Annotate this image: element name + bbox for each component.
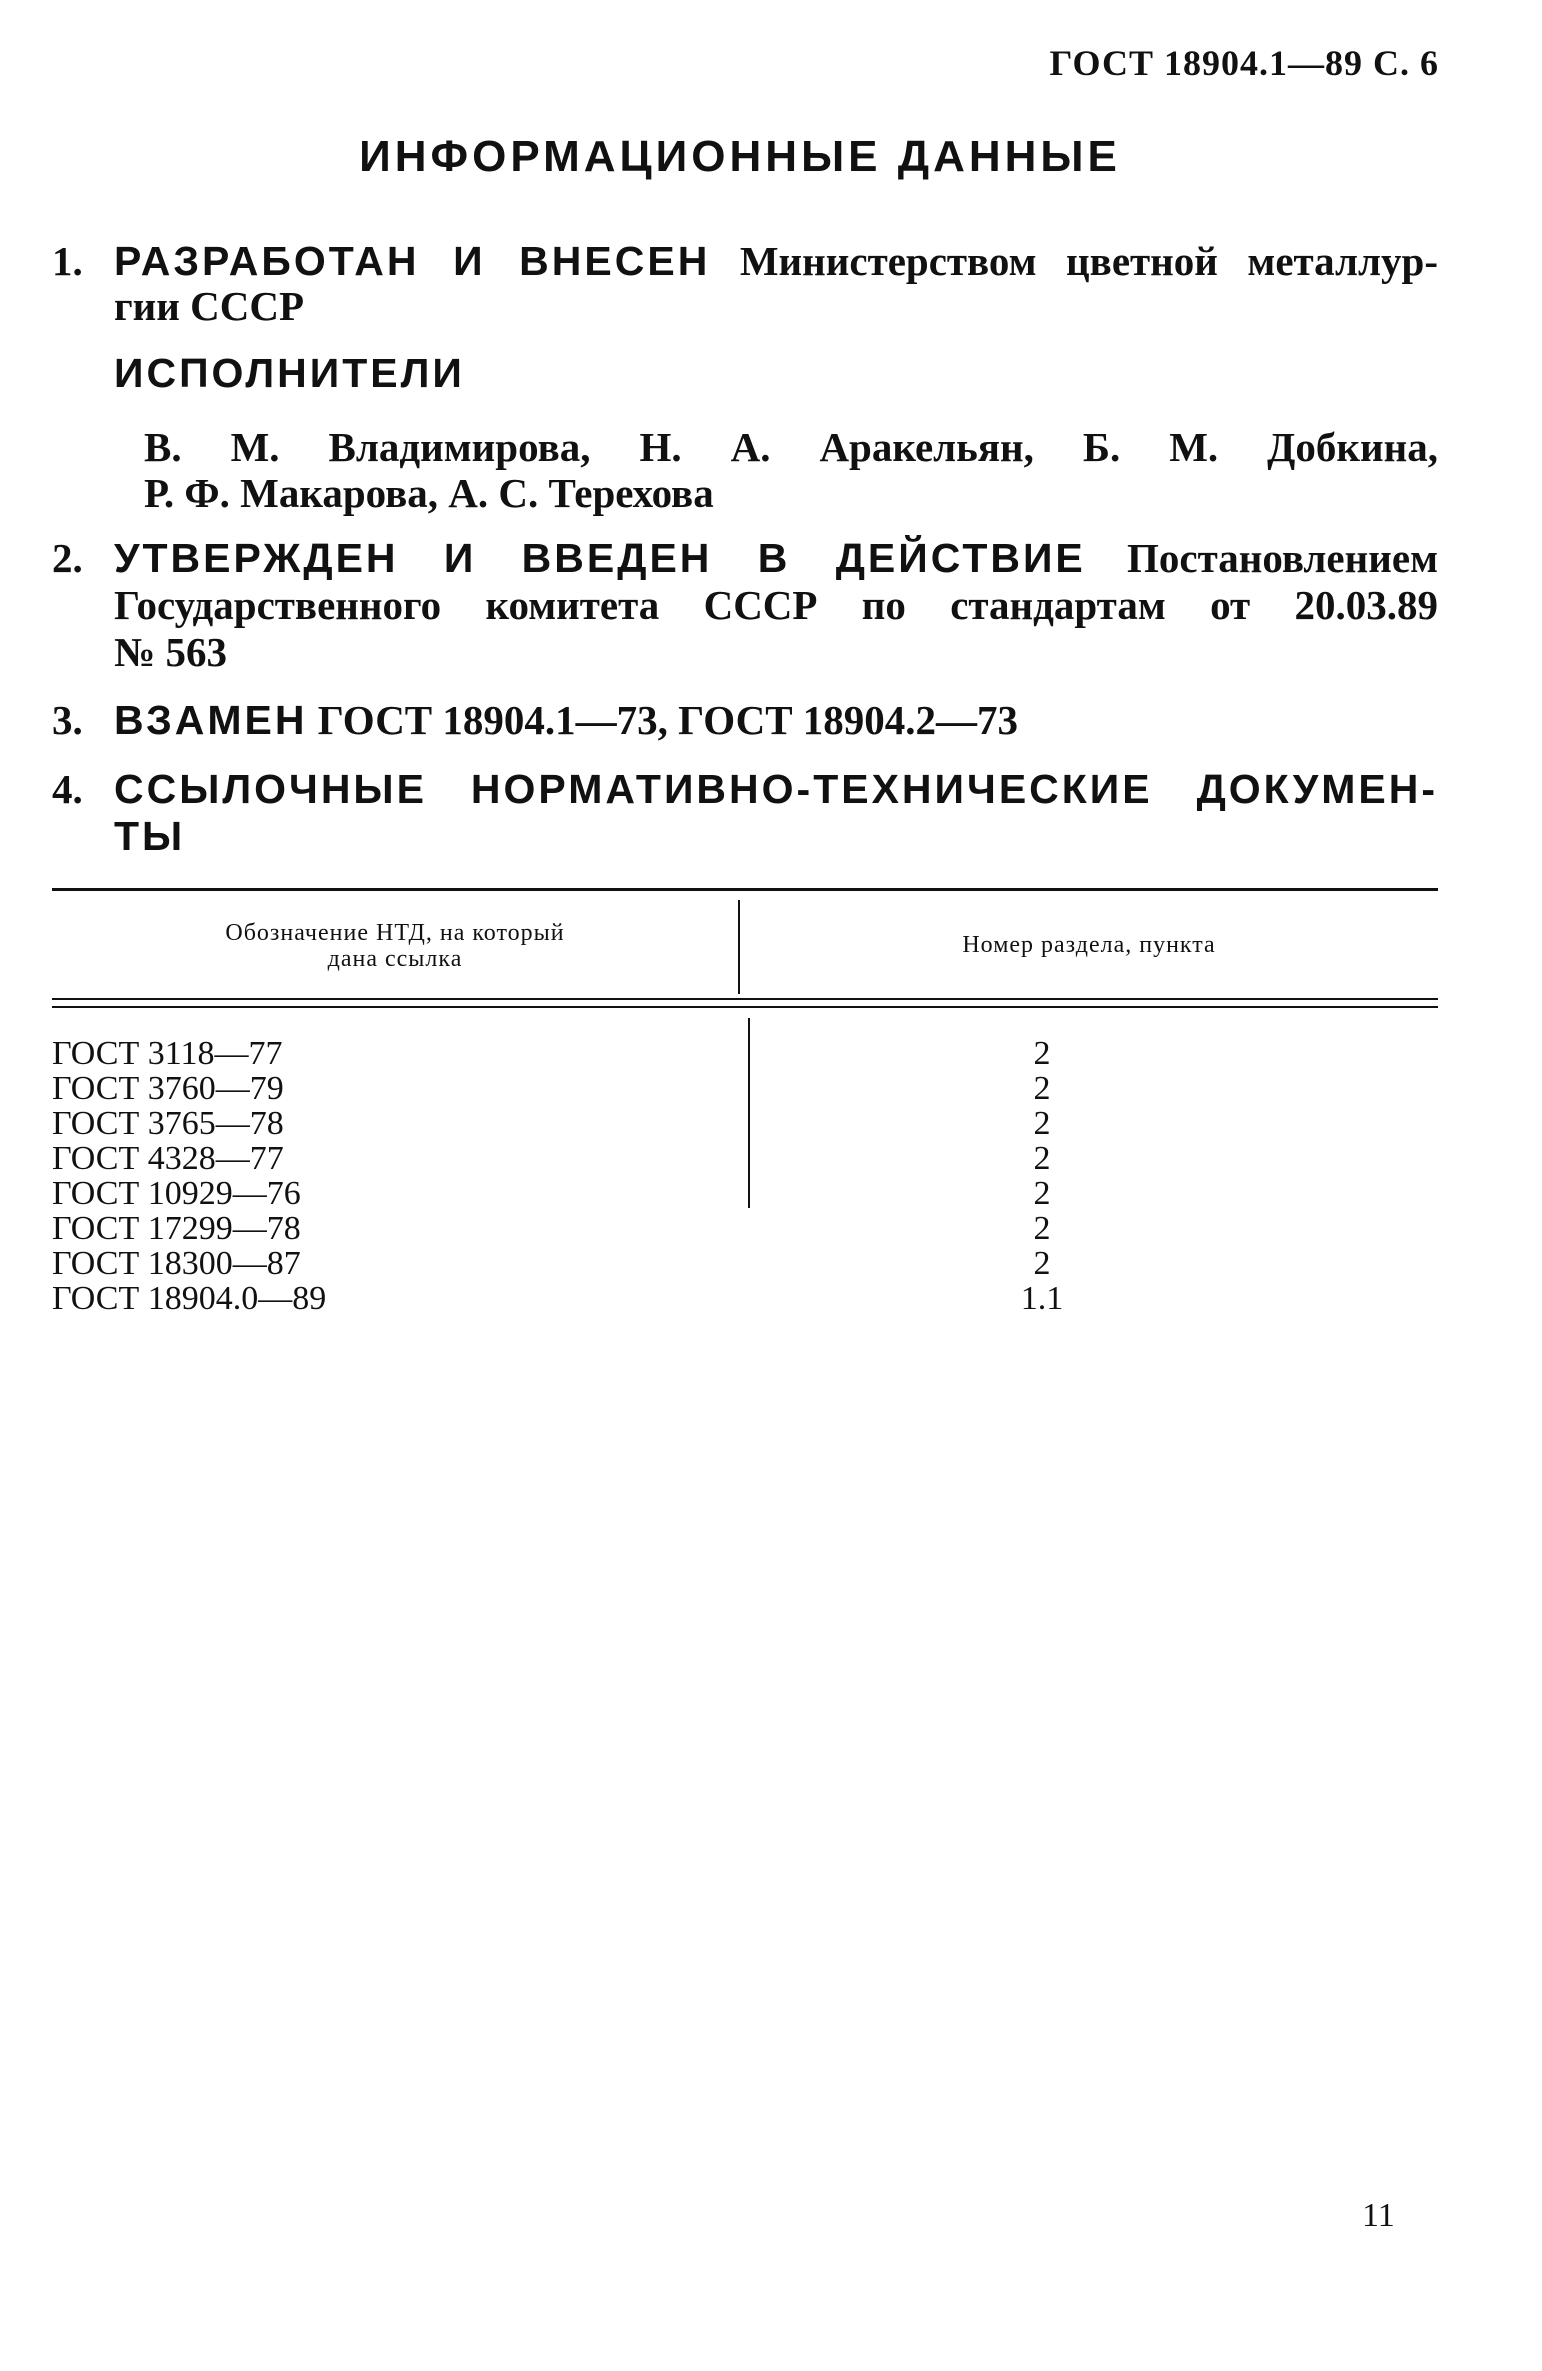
table-row	[52, 1211, 1438, 1246]
item-2-number: 2.	[52, 535, 83, 581]
row-section: 2	[1033, 1070, 1051, 1107]
row-section: 2	[1033, 1175, 1051, 1212]
item-1-caps: РАЗРАБОТАН И ВНЕСЕН	[114, 238, 711, 284]
row-section: 2	[1033, 1035, 1051, 1072]
item-2	[52, 535, 1438, 676]
row-doc: ГОСТ 3118—77	[52, 1035, 283, 1072]
page-title: ИНФОРМАЦИОННЫЕ ДАННЫЕ	[359, 132, 1121, 181]
item-1-line-2: гии СССР	[114, 283, 304, 329]
row-doc: ГОСТ 18904.0—89	[52, 1280, 327, 1317]
row-doc: ГОСТ 4328—77	[52, 1140, 284, 1177]
item-1-line-1	[114, 238, 1438, 285]
row-section: 2	[1033, 1210, 1051, 1247]
item-3	[52, 697, 1438, 744]
table-row	[52, 1071, 1438, 1106]
item-3-text: ГОСТ 18904.1—73, ГОСТ 18904.2—73	[317, 697, 1019, 743]
table-top-rule	[52, 888, 1438, 891]
item-4-number: 4.	[52, 766, 83, 812]
table-header-rule-1	[52, 998, 1438, 1000]
row-section: 2	[1033, 1105, 1051, 1142]
item-3-caps: ВЗАМЕН	[114, 697, 308, 743]
item-2-line-1-text: Постановлением	[1127, 535, 1439, 581]
table-header-designation-line-1: Обозначение НТД, на который	[225, 920, 565, 946]
item-1-line-1-text: Министерством цветной металлур-	[739, 238, 1438, 284]
row-section: 2	[1033, 1245, 1051, 1282]
table-header-designation	[52, 920, 738, 972]
row-section: 1.1	[1020, 1280, 1064, 1317]
row-doc: ГОСТ 10929—76	[52, 1175, 301, 1212]
page-number: 11	[1362, 2197, 1395, 2234]
item-2-line-3: № 563	[114, 629, 227, 675]
performers-line-2: Р. Ф. Макарова, А. С. Терехова	[144, 470, 714, 516]
performers-line-1: В. М. Владимирова, Н. А. Аракельян, Б. М. Добкина,	[144, 424, 1438, 470]
item-2-caps: УТВЕРЖДЕН И ВВЕДЕН В ДЕЙСТВИЕ	[114, 535, 1086, 581]
performers-heading: ИСПОЛНИТЕЛИ	[114, 350, 465, 396]
table-row	[52, 1176, 1438, 1211]
item-2-line-1	[114, 535, 1438, 582]
page-header: ГОСТ 18904.1—89 С. 6	[1049, 43, 1439, 83]
item-4-line-1: ССЫЛОЧНЫЕ НОРМАТИВНО-ТЕХНИЧЕСКИЕ ДОКУМЕН-	[114, 766, 1438, 812]
row-section: 2	[1033, 1140, 1051, 1177]
table-body	[52, 1036, 1438, 1316]
row-doc: ГОСТ 3760—79	[52, 1070, 284, 1107]
table-header-section: Номер раздела, пункта	[962, 932, 1216, 958]
row-doc: ГОСТ 3765—78	[52, 1105, 284, 1142]
table-header-designation-line-2: дана ссылка	[327, 946, 463, 972]
table-row	[52, 1106, 1438, 1141]
table-row	[52, 1141, 1438, 1176]
table-row	[52, 1036, 1438, 1071]
item-4-line-2: ТЫ	[114, 813, 186, 859]
item-3-number: 3.	[52, 697, 83, 743]
table-row	[52, 1281, 1438, 1316]
item-4	[52, 766, 1438, 860]
item-1-number: 1.	[52, 238, 83, 284]
item-2-line-2: Государственного комитета СССР по стандартам от 20.03.89	[114, 582, 1438, 628]
row-doc: ГОСТ 18300—87	[52, 1245, 301, 1282]
item-1	[52, 238, 1438, 330]
table-row	[52, 1246, 1438, 1281]
row-doc: ГОСТ 17299—78	[52, 1210, 301, 1247]
table-header-rule-2	[52, 1006, 1438, 1008]
performers-names	[144, 424, 1438, 516]
